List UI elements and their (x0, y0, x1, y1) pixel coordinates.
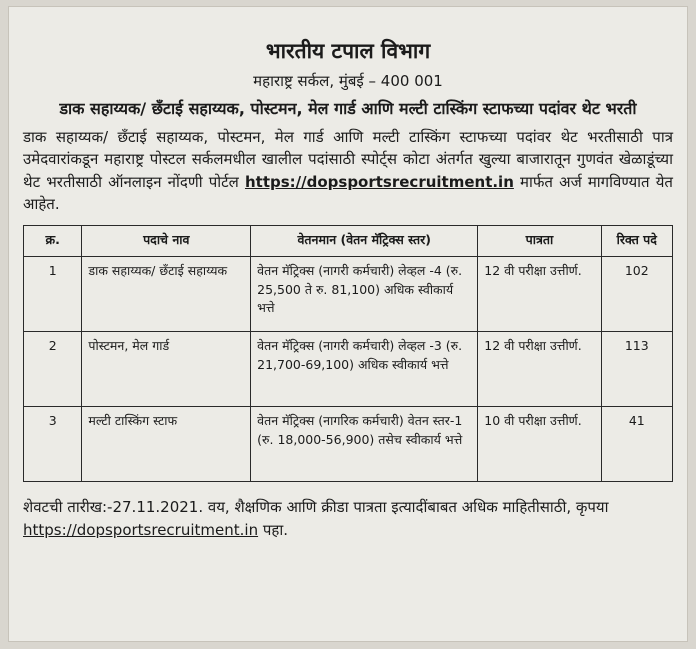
cell-pay: वेतन मॅट्रिक्स (नागरी कर्मचारी) लेव्हल -3 (रु. 21,700-69,100) अधिक स्वीकार्य भत्ते (251, 331, 478, 406)
footer-note (23, 496, 673, 543)
col-header-vacancies: रिक्त पदे (601, 225, 672, 256)
footer-link[interactable]: https://dopsportsrecruitment.in (23, 521, 259, 540)
cell-serial: 1 (24, 256, 82, 331)
notice-document (8, 6, 688, 642)
cell-pay: वेतन मॅट्रिक्स (नागरिक कर्मचारी) वेतन स्तर-1 (रु. 18,000-56,900) तसेच स्वीकार्य भत्ते (251, 406, 478, 481)
cell-vacancies: 41 (601, 406, 672, 481)
posts-table (23, 225, 673, 482)
cell-pay: वेतन मॅट्रिक्स (नागरी कर्मचारी) लेव्हल -4 (रु. 25,500 ते रु. 81,100) अधिक स्वीकार्य भत्ते (251, 256, 478, 331)
cell-eligibility: 10 वी परीक्षा उत्तीर्ण. (478, 406, 601, 481)
cell-eligibility: 12 वी परीक्षा उत्तीर्ण. (478, 331, 601, 406)
table-row (24, 331, 673, 406)
department-title: भारतीय टपाल विभाग (265, 39, 431, 63)
cell-post: पोस्टमन, मेल गार्ड (82, 331, 251, 406)
cell-serial: 3 (24, 406, 82, 481)
col-header-post: पदाचे नाव (82, 225, 251, 256)
col-header-eligibility: पात्रता (478, 225, 601, 256)
notice-paragraph (23, 126, 673, 215)
cell-serial: 2 (24, 331, 82, 406)
circle-address: महाराष्ट्र सर्कल, मुंबई – 400 001 (253, 72, 443, 90)
table-row (24, 406, 673, 481)
footer-text: शेवटची तारीख:-27.11.2021. वय, शैक्षणिक आणि क्रीडा पात्रता इत्यादींबाबत अधिक माहितीसाठी, कृपया (23, 497, 609, 516)
col-header-serial: क्र. (24, 225, 82, 256)
cell-post: डाक सहाय्यक/ छँटाई सहाय्यक (82, 256, 251, 331)
cell-vacancies: 102 (601, 256, 672, 331)
footer-end: पहा. (262, 521, 288, 540)
recruitment-heading: डाक सहाय्यक/ छँटाई सहाय्यक, पोस्टमन, मेल गार्ड आणि मल्टी टास्किंग स्टाफच्या पदांवर थेट भरती (59, 99, 637, 118)
portal-link[interactable]: https://dopsportsrecruitment.in (244, 172, 514, 191)
cell-post: मल्टी टास्किंग स्टाफ (82, 406, 251, 481)
paragraph-end: मार्फत अर्ज मागविण्यात येत आहेत. (23, 172, 673, 213)
cell-eligibility: 12 वी परीक्षा उत्तीर्ण. (478, 256, 601, 331)
cell-vacancies: 113 (601, 331, 672, 406)
paragraph-text: डाक सहाय्यक/ छँटाई सहाय्यक, पोस्टमन, मेल गार्ड आणि मल्टी टास्किंग स्टाफच्या पदांवर थेट भरतीसाठी पात्र उमेदवारांकडून महाराष्ट्र पोस्टल सर्कलमधील खालील पदांसाठी स्पोर्ट्स कोटा अंतर्गत खुल्या बाजारातून गुणवंत खेळाडूंच्या थेट भरतीसाठी ऑनलाइन नोंदणी पोर्टल (23, 128, 673, 191)
table-row (24, 256, 673, 331)
col-header-pay: वेतनमान (वेतन मॅट्रिक्स स्तर) (251, 225, 478, 256)
table-header-row (24, 225, 673, 256)
